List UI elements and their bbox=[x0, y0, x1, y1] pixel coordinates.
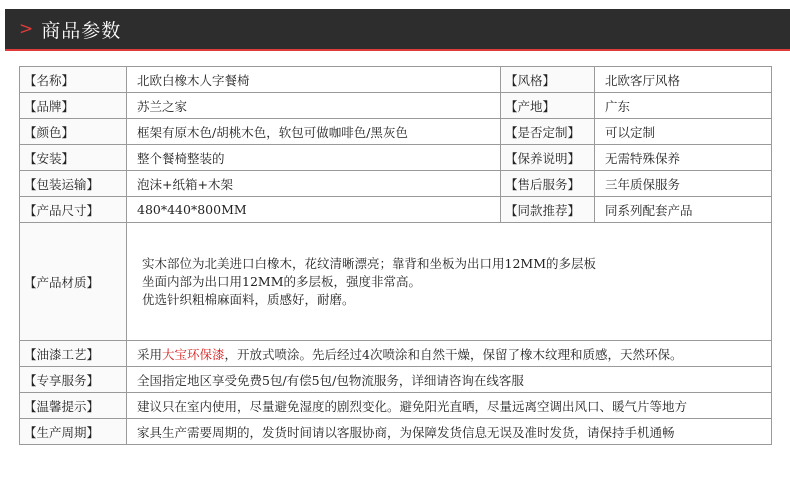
row-label: 【生产周期】 bbox=[20, 419, 127, 445]
row-label: 【产地】 bbox=[501, 93, 595, 119]
material-description bbox=[127, 223, 772, 341]
section-header bbox=[5, 9, 790, 49]
row-label: 【售后服务】 bbox=[501, 171, 595, 197]
table-row bbox=[20, 171, 772, 197]
row-value: 北欧客厅风格 bbox=[595, 67, 772, 93]
row-label: 【产品材质】 bbox=[20, 223, 127, 341]
row-label: 【温馨提示】 bbox=[20, 393, 127, 419]
row-value: 480*440*800MM bbox=[127, 197, 501, 223]
row-label: 【产品尺寸】 bbox=[20, 197, 127, 223]
row-label: 【颜色】 bbox=[20, 119, 127, 145]
row-value: 广东 bbox=[595, 93, 772, 119]
row-label: 【专享服务】 bbox=[20, 367, 127, 393]
row-label: 【油漆工艺】 bbox=[20, 341, 127, 367]
paint-highlight: 大宝环保漆 bbox=[162, 346, 225, 362]
table-row-paint bbox=[20, 341, 772, 367]
row-value: 泡沫+纸箱+木架 bbox=[127, 171, 501, 197]
table-row bbox=[20, 67, 772, 93]
row-value: 无需特殊保养 bbox=[595, 145, 772, 171]
row-label: 【安装】 bbox=[20, 145, 127, 171]
row-value: 北欧白橡木人字餐椅 bbox=[127, 67, 501, 93]
row-value: 全国指定地区享受免费5包/有偿5包/包物流服务，详细请咨询在线客服 bbox=[127, 367, 772, 393]
paint-description bbox=[127, 341, 772, 367]
row-label: 【是否定制】 bbox=[501, 119, 595, 145]
table-row bbox=[20, 145, 772, 171]
row-label: 【名称】 bbox=[20, 67, 127, 93]
paint-suffix: ，开放式喷涂。先后经过4次喷涂和自然干燥，保留了橡木纹理和质感，天然环保。 bbox=[224, 346, 683, 362]
section-title: 商品参数 bbox=[41, 19, 122, 42]
table-row bbox=[20, 93, 772, 119]
row-label: 【同款推荐】 bbox=[501, 197, 595, 223]
row-label: 【包装运输】 bbox=[20, 171, 127, 197]
table-row bbox=[20, 393, 772, 419]
table-row bbox=[20, 367, 772, 393]
row-value: 框架有原木色/胡桃木色，软包可做咖啡色/黑灰色 bbox=[127, 119, 501, 145]
table-row bbox=[20, 119, 772, 145]
chevron-right-icon: > bbox=[19, 19, 34, 39]
row-value: 苏兰之家 bbox=[127, 93, 501, 119]
row-value: 整个餐椅整装的 bbox=[127, 145, 501, 171]
paint-prefix: 采用 bbox=[137, 346, 163, 362]
header-accent-line bbox=[5, 49, 790, 51]
table-row bbox=[20, 419, 772, 445]
row-label: 【风格】 bbox=[501, 67, 595, 93]
table-row-material bbox=[20, 223, 772, 341]
table-row bbox=[20, 197, 772, 223]
row-value: 可以定制 bbox=[595, 119, 772, 145]
material-line: 优选针织粗棉麻面料，质感好，耐磨。 bbox=[142, 291, 355, 307]
row-value: 建议只在室内使用，尽量避免湿度的剧烈变化。避免阳光直晒，尽量远离空调出风口、暖气片等地方 bbox=[127, 393, 772, 419]
row-value: 同系列配套产品 bbox=[595, 197, 772, 223]
material-line: 实木部位为北美进口白橡木，花纹清晰漂亮；靠背和坐板为出口用12MM的多层板 bbox=[142, 255, 597, 271]
material-line: 坐面内部为出口用12MM的多层板，强度非常高。 bbox=[142, 273, 422, 289]
product-params-table bbox=[19, 66, 772, 445]
row-label: 【保养说明】 bbox=[501, 145, 595, 171]
row-value: 三年质保服务 bbox=[595, 171, 772, 197]
row-label: 【品牌】 bbox=[20, 93, 127, 119]
row-value: 家具生产需要周期的，发货时间请以客服协商，为保障发货信息无误及准时发货，请保持手机通畅 bbox=[127, 419, 772, 445]
